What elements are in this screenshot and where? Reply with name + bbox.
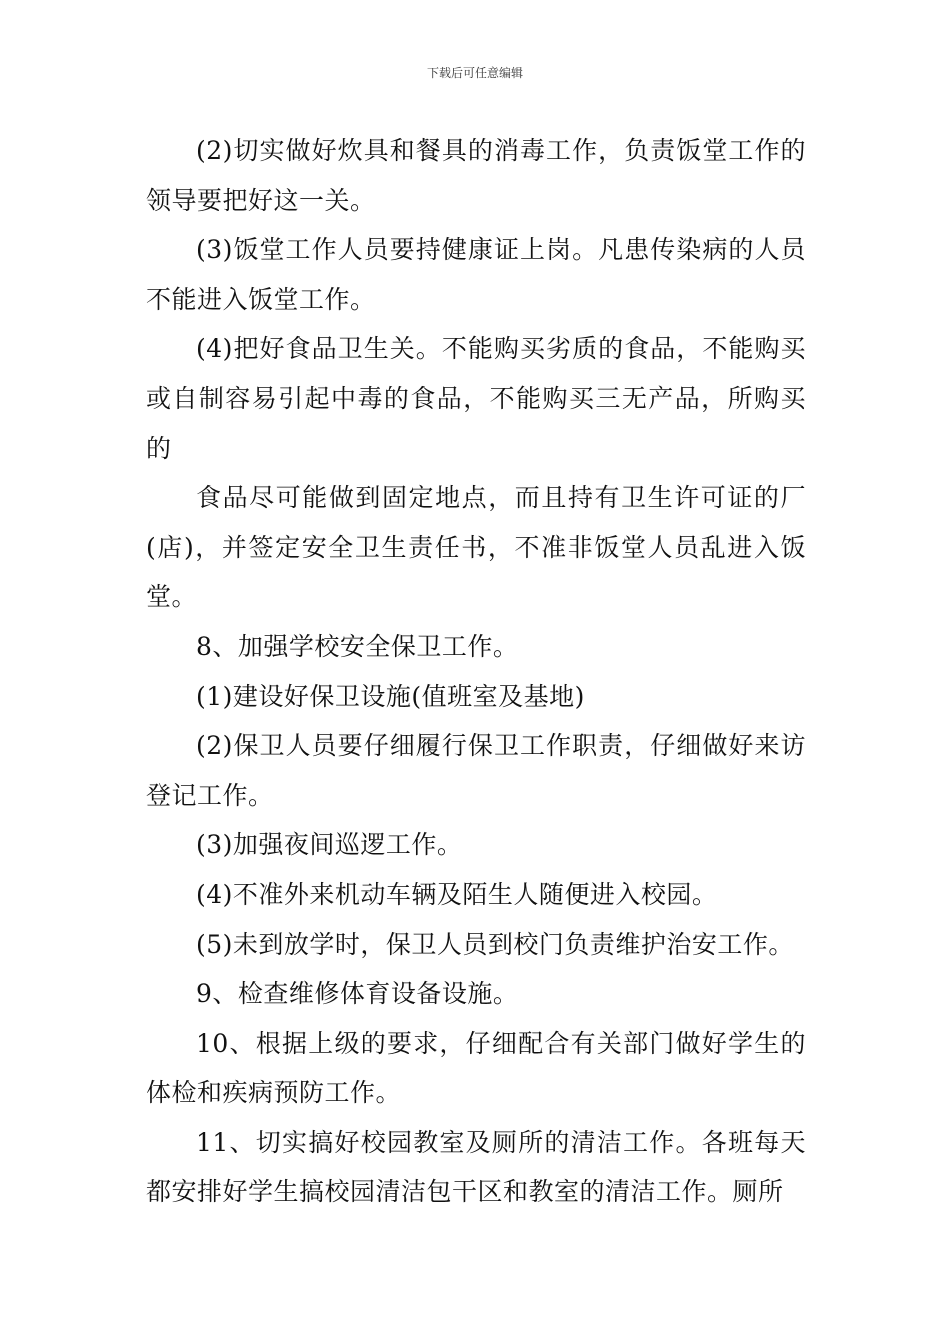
- paragraph-food-supply: 食品尽可能做到固定地点，而且持有卫生许可证的厂(店)，并签定安全卫生责任书，不准非饭堂人员乱进入饭堂。: [146, 483, 806, 612]
- paragraph-section-10: 10、根据上级的要求，仔细配合有关部门做好学生的体检和疾病预防工作。: [146, 1028, 806, 1108]
- paragraph-item-5: (5)未到放学时，保卫人员到校门负责维护治安工作。: [196, 929, 794, 959]
- page-header: 下载后可任意编辑: [426, 66, 523, 80]
- paragraph-item-2: (2)切实做好炊具和餐具的消毒工作，负责饭堂工作的领导要把好这一关。: [146, 136, 806, 215]
- paragraph-item-3b: (3)加强夜间巡逻工作。: [196, 830, 463, 860]
- document-body: [146, 126, 806, 1217]
- paragraph-item-1: (1)建设好保卫设施(值班室及基地): [196, 681, 585, 711]
- paragraph-item-2b: (2)保卫人员要仔细履行保卫工作职责，仔细做好来访登记工作。: [146, 731, 806, 810]
- paragraph-item-4: (4)把好食品卫生关。不能购买劣质的食品，不能购买或自制容易引起中毒的食品，不能购买三无产品，所购买的: [146, 334, 806, 463]
- paragraph-section-9: 9、检查维修体育设备设施。: [196, 979, 519, 1009]
- paragraph-item-4b: (4)不准外来机动车辆及陌生人随便进入校园。: [196, 879, 718, 909]
- paragraph-section-11: 11、切实搞好校园教室及厕所的清洁工作。各班每天都安排好学生搞校园清洁包干区和教室的清洁工作。厕所: [146, 1127, 806, 1207]
- paragraph-item-3: (3)饭堂工作人员要持健康证上岗。凡患传染病的人员不能进入饭堂工作。: [146, 235, 806, 314]
- paragraph-section-8: 8、加强学校安全保卫工作。: [196, 631, 519, 661]
